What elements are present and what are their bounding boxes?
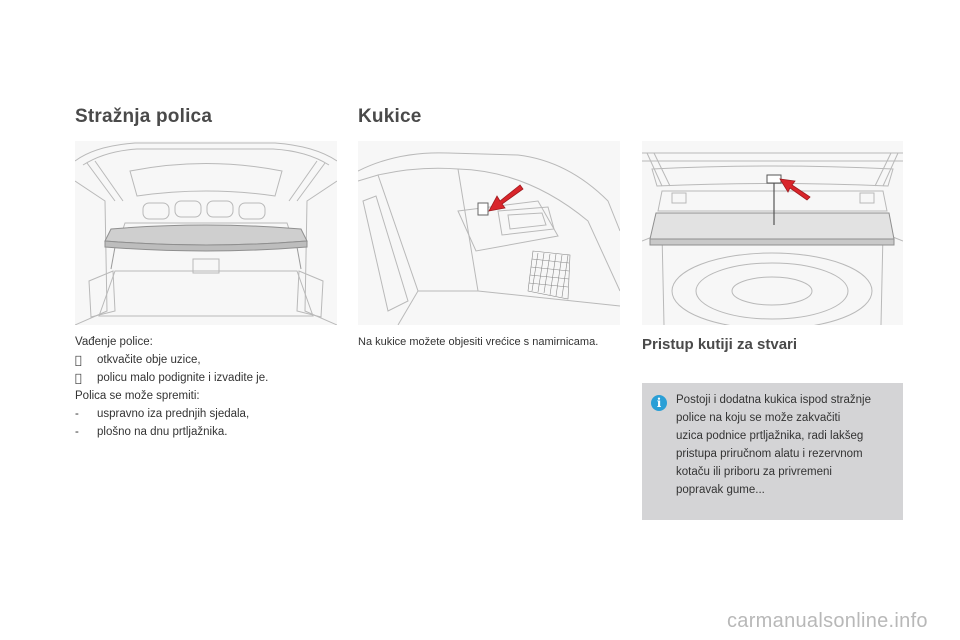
arrow-icon bbox=[780, 179, 810, 200]
hook-icon bbox=[767, 175, 781, 183]
bullet-marker bbox=[75, 369, 97, 387]
info-line: Postoji i dodatna kukica ispod stražnje bbox=[676, 394, 871, 406]
bullet-marker: - bbox=[75, 408, 79, 420]
section-title-rear-shelf: Stražnja polica bbox=[75, 106, 213, 127]
info-line: police na koju se može zakvačiti bbox=[676, 412, 841, 424]
figure-rear-shelf bbox=[75, 141, 337, 325]
info-line: kotaču ili priboru za privremeni bbox=[676, 466, 832, 478]
arrow-icon bbox=[489, 185, 523, 211]
option-text: plošno na dnu prtljažnika. bbox=[97, 426, 228, 438]
option-text: uspravno iza prednjih sjedala, bbox=[97, 408, 250, 420]
hooks-illustration bbox=[358, 141, 620, 325]
list-item bbox=[75, 405, 268, 423]
step-text: otkvačite obje uzice, bbox=[97, 354, 201, 366]
rear-shelf-illustration bbox=[75, 141, 337, 325]
rear-shelf-instructions bbox=[75, 333, 268, 441]
figure-storage-box bbox=[642, 141, 903, 325]
shelf-removal-intro: Vađenje police: bbox=[75, 336, 153, 348]
bullet-marker bbox=[75, 351, 97, 369]
info-box-text bbox=[676, 391, 901, 499]
info-icon: i bbox=[651, 395, 667, 411]
shelf-storage-intro: Polica se može spremiti: bbox=[75, 390, 200, 402]
figure-hooks bbox=[358, 141, 620, 325]
info-box bbox=[642, 383, 903, 520]
bullet-marker: - bbox=[75, 426, 79, 438]
section-title-hooks: Kukice bbox=[358, 106, 422, 127]
watermark: carmanualsonline.info bbox=[727, 610, 928, 632]
storage-box-illustration bbox=[642, 141, 903, 325]
info-line: popravak gume... bbox=[676, 484, 765, 496]
list-item bbox=[75, 351, 268, 369]
info-line: pristupa priručnom alatu i rezervnom bbox=[676, 448, 863, 460]
step-text: policu malo podignite i izvadite je. bbox=[97, 372, 269, 384]
hooks-description: Na kukice možete objesiti vrećice s namirnicama. bbox=[358, 336, 599, 348]
hook-icon bbox=[478, 203, 488, 215]
list-item bbox=[75, 423, 268, 441]
info-line: uzica podnice prtljažnika, radi lakšeg bbox=[676, 430, 864, 442]
section-title-storage-box: Pristup kutiji za stvari bbox=[642, 336, 798, 353]
list-item bbox=[75, 369, 268, 387]
